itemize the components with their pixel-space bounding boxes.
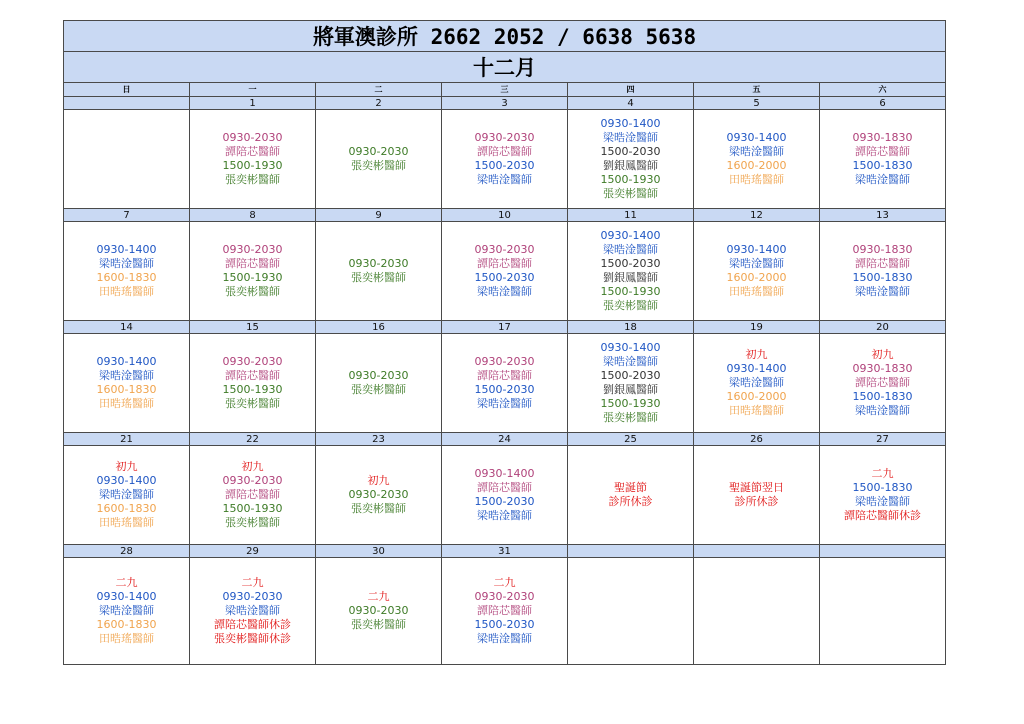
schedule-line: 梁晧淦醫師 xyxy=(603,355,658,368)
schedule-line: 1600-2000 xyxy=(726,390,787,403)
schedule-line: 1500-1830 xyxy=(852,271,913,284)
schedule-line: 譚陪芯醫師 xyxy=(855,145,911,158)
date-number xyxy=(568,545,694,558)
schedule-line: 聖誕節 xyxy=(614,481,647,494)
schedule-line: 0930-1400 xyxy=(600,341,661,354)
day-cell xyxy=(64,110,190,209)
schedule-line: 譚陪芯醫師休診 xyxy=(844,509,922,522)
day-cell xyxy=(442,334,568,433)
schedule-line: 0930-1400 xyxy=(96,243,157,256)
schedule-line: 劉銀鳳醫師 xyxy=(603,271,658,284)
schedule-line: 譚陪芯醫師 xyxy=(225,369,280,382)
schedule-line: 張奕彬醫師 xyxy=(351,271,406,284)
date-number: 9 xyxy=(316,209,442,222)
schedule-line: 梁晧淦醫師 xyxy=(603,243,658,256)
day-cell xyxy=(568,446,694,545)
schedule-line: 梁晧淦醫師 xyxy=(729,257,784,270)
day-cell xyxy=(568,222,694,321)
day-cell xyxy=(568,334,694,433)
schedule-line: 譚陪芯醫師 xyxy=(477,145,532,158)
schedule-line: 診所休診 xyxy=(608,495,653,508)
schedule-line: 1600-1830 xyxy=(96,383,157,396)
schedule-line: 梁晧淦醫師 xyxy=(603,131,658,144)
schedule-line: 1500-2030 xyxy=(474,618,535,631)
schedule-line: 梁晧淦醫師 xyxy=(477,632,532,645)
schedule-row xyxy=(64,446,946,545)
schedule-line: 田晧瑤醫師 xyxy=(99,285,154,298)
date-number: 14 xyxy=(64,321,190,334)
date-number: 27 xyxy=(820,433,946,446)
date-number: 29 xyxy=(190,545,316,558)
date-number: 16 xyxy=(316,321,442,334)
day-cell xyxy=(442,222,568,321)
date-number: 8 xyxy=(190,209,316,222)
schedule-row xyxy=(64,334,946,433)
schedule-row xyxy=(64,558,946,665)
day-cell xyxy=(442,446,568,545)
day-cell xyxy=(316,558,442,665)
day-cell xyxy=(64,446,190,545)
schedule-line: 張奕彬醫師 xyxy=(351,159,406,172)
schedule-line: 0930-1400 xyxy=(726,362,787,375)
schedule-line: 二九 xyxy=(241,576,264,589)
schedule-line: 初九 xyxy=(115,460,138,473)
day-cell xyxy=(190,110,316,209)
day-cell xyxy=(190,222,316,321)
date-number xyxy=(64,97,190,110)
weekday-header-row xyxy=(64,83,946,97)
schedule-line: 0930-2030 xyxy=(222,355,283,368)
date-number-row xyxy=(64,545,946,558)
schedule-line: 張奕彬醫師 xyxy=(225,285,280,298)
schedule-line: 1500-1830 xyxy=(852,390,913,403)
date-number-row xyxy=(64,321,946,334)
schedule-line: 譚陪芯醫師 xyxy=(477,369,532,382)
schedule-line: 梁晧淦醫師 xyxy=(99,257,154,270)
schedule-line: 0930-2030 xyxy=(474,243,535,256)
schedule-line: 張奕彬醫師 xyxy=(351,618,406,631)
schedule-line: 1500-2030 xyxy=(474,159,535,172)
schedule-line: 0930-2030 xyxy=(474,590,535,603)
date-number-row xyxy=(64,97,946,110)
schedule-line: 0930-1400 xyxy=(726,131,787,144)
schedule-line: 0930-1830 xyxy=(852,362,913,375)
day-cell xyxy=(568,110,694,209)
schedule-line: 1500-1930 xyxy=(600,285,661,298)
schedule-line: 譚陪芯醫師 xyxy=(225,257,280,270)
date-number: 25 xyxy=(568,433,694,446)
schedule-line: 1500-1930 xyxy=(600,397,661,410)
schedule-line: 二九 xyxy=(367,590,390,603)
day-cell xyxy=(190,446,316,545)
schedule-line: 劉銀鳳醫師 xyxy=(603,159,658,172)
schedule-line: 梁晧淦醫師 xyxy=(855,404,911,417)
schedule-line: 初九 xyxy=(367,474,390,487)
schedule-line: 梁晧淦醫師 xyxy=(477,509,532,522)
date-number xyxy=(820,545,946,558)
schedule-line: 二九 xyxy=(115,576,138,589)
day-cell xyxy=(820,334,946,433)
schedule-line: 初九 xyxy=(745,348,768,361)
date-number-row xyxy=(64,433,946,446)
date-number: 23 xyxy=(316,433,442,446)
schedule-line: 0930-1400 xyxy=(96,590,157,603)
schedule-line: 1500-2030 xyxy=(600,145,661,158)
schedule-row xyxy=(64,222,946,321)
calendar-table xyxy=(63,20,946,665)
schedule-sheet xyxy=(63,20,945,665)
day-cell xyxy=(316,222,442,321)
day-cell xyxy=(190,558,316,665)
schedule-line: 田晧瑤醫師 xyxy=(99,516,154,529)
date-number: 10 xyxy=(442,209,568,222)
schedule-line: 1500-2030 xyxy=(474,271,535,284)
schedule-line: 0930-1400 xyxy=(600,117,661,130)
schedule-line: 二九 xyxy=(871,467,894,480)
date-number: 20 xyxy=(820,321,946,334)
date-number: 1 xyxy=(190,97,316,110)
schedule-line: 梁晧淦醫師 xyxy=(855,495,911,508)
weekday-tue: 二 xyxy=(316,83,442,97)
schedule-line: 田晧瑤醫師 xyxy=(729,404,784,417)
schedule-line: 0930-1830 xyxy=(852,243,913,256)
date-number xyxy=(694,545,820,558)
date-number: 18 xyxy=(568,321,694,334)
schedule-line: 譚陪芯醫師 xyxy=(477,604,532,617)
day-cell xyxy=(694,222,820,321)
schedule-line: 0930-2030 xyxy=(222,131,283,144)
date-number: 31 xyxy=(442,545,568,558)
schedule-line: 0930-1830 xyxy=(852,131,913,144)
month-title: 十二月 xyxy=(64,52,946,83)
schedule-line: 張奕彬醫師 xyxy=(603,411,658,424)
day-cell xyxy=(442,110,568,209)
schedule-line: 聖誕節翌日 xyxy=(729,481,784,494)
date-number: 26 xyxy=(694,433,820,446)
day-cell xyxy=(694,334,820,433)
schedule-line: 診所休診 xyxy=(734,495,779,508)
schedule-line: 初九 xyxy=(241,460,264,473)
date-number: 21 xyxy=(64,433,190,446)
schedule-line: 田晧瑤醫師 xyxy=(729,173,784,186)
schedule-line: 0930-2030 xyxy=(474,355,535,368)
day-cell xyxy=(64,334,190,433)
date-number: 15 xyxy=(190,321,316,334)
schedule-line: 1500-2030 xyxy=(474,495,535,508)
date-number: 17 xyxy=(442,321,568,334)
schedule-line: 初九 xyxy=(871,348,894,361)
schedule-row xyxy=(64,110,946,209)
schedule-line: 1500-1930 xyxy=(222,159,283,172)
schedule-line: 劉銀鳳醫師 xyxy=(603,383,658,396)
schedule-line: 1500-1930 xyxy=(600,173,661,186)
schedule-line: 0930-2030 xyxy=(348,604,409,617)
schedule-line: 1600-1830 xyxy=(96,502,157,515)
date-number: 19 xyxy=(694,321,820,334)
weekday-fri: 五 xyxy=(694,83,820,97)
date-number: 24 xyxy=(442,433,568,446)
schedule-line: 0930-2030 xyxy=(222,474,283,487)
day-cell xyxy=(820,558,946,665)
date-number: 3 xyxy=(442,97,568,110)
schedule-line: 0930-2030 xyxy=(348,145,409,158)
date-number: 4 xyxy=(568,97,694,110)
date-number: 11 xyxy=(568,209,694,222)
schedule-line: 1600-1830 xyxy=(96,271,157,284)
schedule-line: 梁晧淦醫師 xyxy=(477,285,532,298)
schedule-line: 梁晧淦醫師 xyxy=(477,173,532,186)
day-cell xyxy=(442,558,568,665)
schedule-line: 梁晧淦醫師 xyxy=(477,397,532,410)
day-cell xyxy=(568,558,694,665)
schedule-line: 張奕彬醫師 xyxy=(225,516,280,529)
schedule-line: 譚陪芯醫師 xyxy=(225,488,280,501)
schedule-line: 梁晧淦醫師 xyxy=(855,173,911,186)
schedule-line: 譚陪芯醫師休診 xyxy=(214,618,291,631)
weekday-wed: 三 xyxy=(442,83,568,97)
schedule-line: 0930-1400 xyxy=(96,355,157,368)
schedule-line: 梁晧淦醫師 xyxy=(729,145,784,158)
schedule-line: 譚陪芯醫師 xyxy=(477,257,532,270)
schedule-line: 張奕彬醫師休診 xyxy=(214,632,291,645)
schedule-line: 張奕彬醫師 xyxy=(225,397,280,410)
schedule-line: 1600-1830 xyxy=(96,618,157,631)
schedule-line: 梁晧淦醫師 xyxy=(99,488,154,501)
schedule-line: 田晧瑤醫師 xyxy=(99,632,154,645)
schedule-line: 1500-1930 xyxy=(222,383,283,396)
schedule-line: 0930-2030 xyxy=(474,131,535,144)
schedule-line: 1500-2030 xyxy=(474,383,535,396)
schedule-line: 1500-2030 xyxy=(600,369,661,382)
schedule-line: 1500-1830 xyxy=(852,481,913,494)
schedule-line: 0930-2030 xyxy=(222,243,283,256)
schedule-line: 0930-1400 xyxy=(600,229,661,242)
schedule-line: 張奕彬醫師 xyxy=(603,187,658,200)
weekday-thu: 四 xyxy=(568,83,694,97)
schedule-line: 張奕彬醫師 xyxy=(225,173,280,186)
schedule-line: 1600-2000 xyxy=(726,271,787,284)
weekday-mon: 一 xyxy=(190,83,316,97)
schedule-line: 梁晧淦醫師 xyxy=(225,604,280,617)
date-number: 12 xyxy=(694,209,820,222)
weekday-sun: 日 xyxy=(64,83,190,97)
date-number: 7 xyxy=(64,209,190,222)
clinic-title: 將軍澳診所 2662 2052 / 6638 5638 xyxy=(64,21,946,52)
date-number: 30 xyxy=(316,545,442,558)
schedule-line: 張奕彬醫師 xyxy=(351,383,406,396)
schedule-line: 0930-1400 xyxy=(474,467,535,480)
schedule-line: 1500-2030 xyxy=(600,257,661,270)
schedule-line: 0930-2030 xyxy=(222,590,283,603)
schedule-line: 譚陪芯醫師 xyxy=(855,376,911,389)
day-cell xyxy=(316,110,442,209)
schedule-line: 田晧瑤醫師 xyxy=(99,397,154,410)
schedule-line: 張奕彬醫師 xyxy=(603,299,658,312)
schedule-line: 梁晧淦醫師 xyxy=(99,369,154,382)
schedule-line: 1500-1830 xyxy=(852,159,913,172)
schedule-line: 譚陪芯醫師 xyxy=(855,257,911,270)
date-number-row xyxy=(64,209,946,222)
schedule-line: 梁晧淦醫師 xyxy=(99,604,154,617)
schedule-line: 譚陪芯醫師 xyxy=(477,481,532,494)
date-number: 28 xyxy=(64,545,190,558)
day-cell xyxy=(64,558,190,665)
schedule-line: 梁晧淦醫師 xyxy=(855,285,911,298)
schedule-line: 二九 xyxy=(493,576,516,589)
date-number: 5 xyxy=(694,97,820,110)
date-number: 13 xyxy=(820,209,946,222)
weekday-sat: 六 xyxy=(820,83,946,97)
schedule-line: 1600-2000 xyxy=(726,159,787,172)
day-cell xyxy=(694,446,820,545)
day-cell xyxy=(316,334,442,433)
date-number: 2 xyxy=(316,97,442,110)
day-cell xyxy=(64,222,190,321)
schedule-line: 0930-1400 xyxy=(96,474,157,487)
schedule-line: 0930-2030 xyxy=(348,257,409,270)
schedule-line: 梁晧淦醫師 xyxy=(729,376,784,389)
schedule-line: 張奕彬醫師 xyxy=(351,502,406,515)
schedule-line: 1500-1930 xyxy=(222,271,283,284)
day-cell xyxy=(694,110,820,209)
day-cell xyxy=(694,558,820,665)
day-cell xyxy=(820,446,946,545)
day-cell xyxy=(820,222,946,321)
schedule-line: 0930-2030 xyxy=(348,488,409,501)
schedule-line: 1500-1930 xyxy=(222,502,283,515)
day-cell xyxy=(820,110,946,209)
date-number: 22 xyxy=(190,433,316,446)
day-cell xyxy=(190,334,316,433)
schedule-line: 0930-2030 xyxy=(348,369,409,382)
schedule-line: 譚陪芯醫師 xyxy=(225,145,280,158)
schedule-line: 田晧瑤醫師 xyxy=(729,285,784,298)
day-cell xyxy=(316,446,442,545)
schedule-line: 0930-1400 xyxy=(726,243,787,256)
date-number: 6 xyxy=(820,97,946,110)
